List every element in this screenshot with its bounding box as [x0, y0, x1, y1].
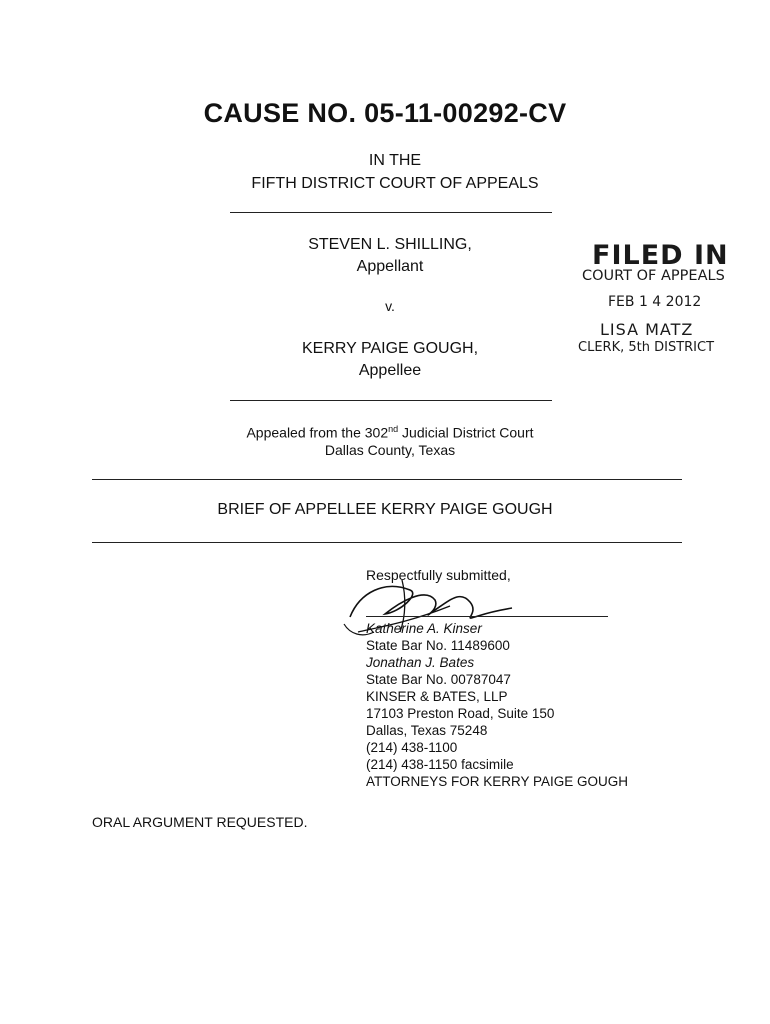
signature-line [366, 616, 608, 617]
appeal-county: Dallas County, Texas [324, 442, 456, 458]
stamp-date: FEB 1 4 2012 [608, 294, 702, 310]
stamp-clerk-name: LISA MATZ [600, 320, 694, 339]
appeal-suffix: Judicial District Court [398, 424, 534, 441]
appellee-name: KERRY PAIGE GOUGH, [301, 340, 479, 357]
stamp-filed-in: FILED IN [592, 240, 729, 271]
divider-brief-bottom [92, 542, 682, 543]
court-line-2: FIFTH DISTRICT COURT OF APPEALS [251, 175, 539, 192]
stamp-court-of-appeals: COURT OF APPEALS [582, 268, 725, 284]
respectfully-submitted: Respectfully submitted, [366, 567, 511, 583]
attorney-2-bar: State Bar No. 00787047 [366, 672, 511, 687]
appellee-role: Appellee [358, 362, 422, 379]
divider-middle [230, 400, 552, 401]
attorney-2-name: Jonathan J. Bates [366, 655, 475, 670]
attorneys-for: ATTORNEYS FOR KERRY PAIGE GOUGH [366, 774, 629, 789]
court-line-1: IN THE [368, 152, 422, 169]
versus: v. [385, 298, 395, 314]
oral-argument-requested: ORAL ARGUMENT REQUESTED. [92, 814, 308, 830]
phone-number: (214) 438-1100 [366, 740, 458, 755]
attorney-1-name: Katherine A. Kinser [366, 621, 482, 636]
appeal-superscript: nd [388, 424, 399, 434]
firm-name: KINSER & BATES, LLP [366, 689, 508, 704]
brief-title: BRIEF OF APPELLEE KERRY PAIGE GOUGH [217, 501, 553, 518]
divider-brief-top [92, 479, 682, 480]
address-line-1: 17103 Preston Road, Suite 150 [366, 706, 555, 721]
stamp-clerk-title: CLERK, 5th DISTRICT [578, 340, 715, 355]
attorney-1-bar: State Bar No. 11489600 [366, 638, 510, 653]
cause-number: CAUSE NO. 05-11-00292-CV [203, 98, 567, 128]
divider-top [230, 212, 552, 213]
fax-number: (214) 438-1150 facsimile [366, 757, 514, 772]
address-line-2: Dallas, Texas 75248 [366, 723, 488, 738]
appellant-name: STEVEN L. SHILLING, [308, 236, 472, 253]
appeal-prefix: Appealed from the 302 [246, 424, 389, 441]
appellant-role: Appellant [356, 258, 424, 275]
appeal-court [160, 424, 620, 441]
